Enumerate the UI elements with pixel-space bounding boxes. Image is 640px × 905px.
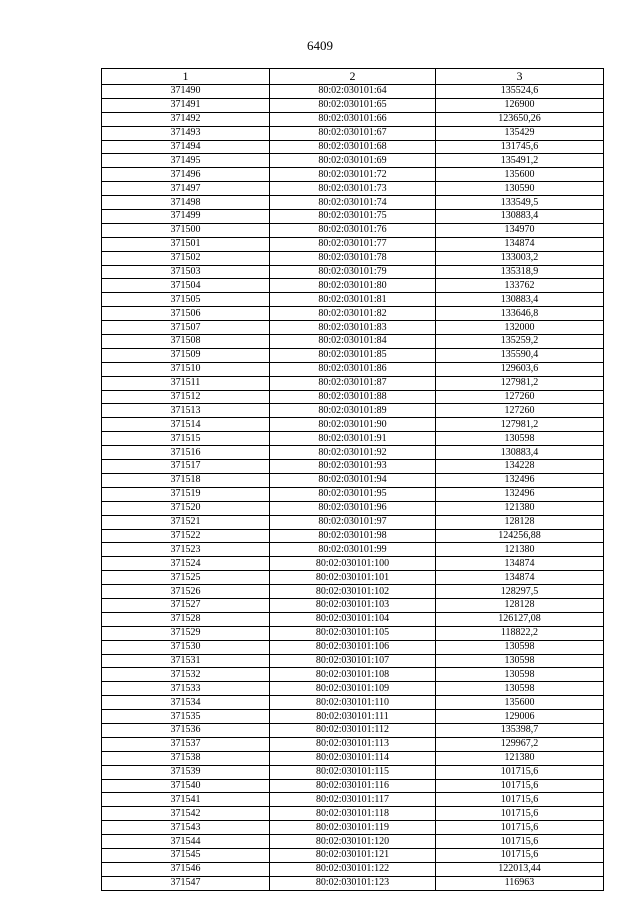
table-row <box>102 710 604 724</box>
cadastral-number-cell: 80:02:030101:116 <box>270 779 436 793</box>
value-cell: 134874 <box>436 237 604 251</box>
value-cell: 134874 <box>436 557 604 571</box>
record-number-cell: 371539 <box>102 765 270 779</box>
header-row <box>102 69 604 85</box>
record-number-cell: 371531 <box>102 654 270 668</box>
cadastral-number-cell: 80:02:030101:108 <box>270 668 436 682</box>
record-number-cell: 371522 <box>102 529 270 543</box>
record-number-cell: 371511 <box>102 376 270 390</box>
record-number-cell: 371490 <box>102 85 270 99</box>
table-row <box>102 487 604 501</box>
table-row <box>102 335 604 349</box>
record-number-cell: 371542 <box>102 807 270 821</box>
record-number-cell: 371504 <box>102 279 270 293</box>
value-cell: 101715,6 <box>436 821 604 835</box>
cadastral-number-cell: 80:02:030101:112 <box>270 723 436 737</box>
value-cell: 127981,2 <box>436 376 604 390</box>
record-number-cell: 371524 <box>102 557 270 571</box>
table-row <box>102 682 604 696</box>
cadastral-number-cell: 80:02:030101:79 <box>270 265 436 279</box>
table-row <box>102 807 604 821</box>
table-row <box>102 376 604 390</box>
cadastral-number-cell: 80:02:030101:81 <box>270 293 436 307</box>
cadastral-number-cell: 80:02:030101:109 <box>270 682 436 696</box>
record-number-cell: 371508 <box>102 335 270 349</box>
value-cell: 101715,6 <box>436 765 604 779</box>
record-number-cell: 371501 <box>102 237 270 251</box>
record-number-cell: 371543 <box>102 821 270 835</box>
value-cell: 127260 <box>436 390 604 404</box>
cadastral-number-cell: 80:02:030101:64 <box>270 85 436 99</box>
cadastral-number-cell: 80:02:030101:99 <box>270 543 436 557</box>
column-header-2: 2 <box>270 69 436 85</box>
record-number-cell: 371541 <box>102 793 270 807</box>
record-number-cell: 371537 <box>102 737 270 751</box>
record-number-cell: 371520 <box>102 501 270 515</box>
record-number-cell: 371503 <box>102 265 270 279</box>
value-cell: 130883,4 <box>436 293 604 307</box>
record-number-cell: 371494 <box>102 140 270 154</box>
table-row <box>102 154 604 168</box>
table-row <box>102 821 604 835</box>
value-cell: 121380 <box>436 501 604 515</box>
value-cell: 101715,6 <box>436 835 604 849</box>
cadastral-number-cell: 80:02:030101:92 <box>270 446 436 460</box>
value-cell: 134874 <box>436 571 604 585</box>
table-row <box>102 182 604 196</box>
table-row <box>102 390 604 404</box>
value-cell: 121380 <box>436 751 604 765</box>
cadastral-number-cell: 80:02:030101:87 <box>270 376 436 390</box>
table-row <box>102 210 604 224</box>
cadastral-number-cell: 80:02:030101:117 <box>270 793 436 807</box>
cadastral-number-cell: 80:02:030101:93 <box>270 460 436 474</box>
record-number-cell: 371493 <box>102 126 270 140</box>
table-row <box>102 779 604 793</box>
record-number-cell: 371544 <box>102 835 270 849</box>
value-cell: 130598 <box>436 640 604 654</box>
record-number-cell: 371491 <box>102 98 270 112</box>
cadastral-number-cell: 80:02:030101:76 <box>270 223 436 237</box>
cadastral-number-cell: 80:02:030101:91 <box>270 432 436 446</box>
cadastral-number-cell: 80:02:030101:119 <box>270 821 436 835</box>
cadastral-number-cell: 80:02:030101:100 <box>270 557 436 571</box>
value-cell: 135318,9 <box>436 265 604 279</box>
record-number-cell: 371527 <box>102 598 270 612</box>
value-cell: 101715,6 <box>436 779 604 793</box>
table-header <box>102 69 604 85</box>
record-number-cell: 371512 <box>102 390 270 404</box>
record-number-cell: 371518 <box>102 473 270 487</box>
table-row <box>102 668 604 682</box>
record-number-cell: 371534 <box>102 696 270 710</box>
cadastral-number-cell: 80:02:030101:83 <box>270 321 436 335</box>
cadastral-number-cell: 80:02:030101:96 <box>270 501 436 515</box>
record-number-cell: 371492 <box>102 112 270 126</box>
cadastral-number-cell: 80:02:030101:114 <box>270 751 436 765</box>
table-row <box>102 793 604 807</box>
cadastral-number-cell: 80:02:030101:74 <box>270 196 436 210</box>
table-row <box>102 723 604 737</box>
value-cell: 101715,6 <box>436 848 604 862</box>
cadastral-number-cell: 80:02:030101:101 <box>270 571 436 585</box>
table-row <box>102 251 604 265</box>
table-row <box>102 529 604 543</box>
value-cell: 135491,2 <box>436 154 604 168</box>
table-row <box>102 598 604 612</box>
record-number-cell: 371509 <box>102 348 270 362</box>
value-cell: 135600 <box>436 168 604 182</box>
record-number-cell: 371505 <box>102 293 270 307</box>
table-row <box>102 307 604 321</box>
value-cell: 128128 <box>436 515 604 529</box>
column-header-3: 3 <box>436 69 604 85</box>
record-number-cell: 371525 <box>102 571 270 585</box>
record-number-cell: 371528 <box>102 612 270 626</box>
table-row <box>102 501 604 515</box>
table-row <box>102 862 604 876</box>
table-row <box>102 196 604 210</box>
cadastral-number-cell: 80:02:030101:120 <box>270 835 436 849</box>
cadastral-number-cell: 80:02:030101:80 <box>270 279 436 293</box>
value-cell: 135259,2 <box>436 335 604 349</box>
table-row <box>102 348 604 362</box>
value-cell: 130883,4 <box>436 210 604 224</box>
cadastral-number-cell: 80:02:030101:88 <box>270 390 436 404</box>
table-row <box>102 418 604 432</box>
value-cell: 116963 <box>436 876 604 890</box>
value-cell: 129006 <box>436 710 604 724</box>
table-row <box>102 126 604 140</box>
cadastral-number-cell: 80:02:030101:110 <box>270 696 436 710</box>
value-cell: 131745,6 <box>436 140 604 154</box>
value-cell: 130598 <box>436 654 604 668</box>
value-cell: 133003,2 <box>436 251 604 265</box>
table-row <box>102 835 604 849</box>
cadastral-number-cell: 80:02:030101:118 <box>270 807 436 821</box>
cadastral-number-cell: 80:02:030101:94 <box>270 473 436 487</box>
cadastral-number-cell: 80:02:030101:115 <box>270 765 436 779</box>
table-row <box>102 223 604 237</box>
value-cell: 127981,2 <box>436 418 604 432</box>
table-body <box>102 85 604 891</box>
value-cell: 133646,8 <box>436 307 604 321</box>
record-number-cell: 371540 <box>102 779 270 793</box>
table-row <box>102 140 604 154</box>
value-cell: 127260 <box>436 404 604 418</box>
record-number-cell: 371497 <box>102 182 270 196</box>
data-table <box>101 68 604 891</box>
record-number-cell: 371498 <box>102 196 270 210</box>
record-number-cell: 371533 <box>102 682 270 696</box>
table-row <box>102 654 604 668</box>
table-row <box>102 751 604 765</box>
record-number-cell: 371529 <box>102 626 270 640</box>
table-row <box>102 557 604 571</box>
record-number-cell: 371530 <box>102 640 270 654</box>
value-cell: 132496 <box>436 487 604 501</box>
table-row <box>102 279 604 293</box>
record-number-cell: 371521 <box>102 515 270 529</box>
record-number-cell: 371515 <box>102 432 270 446</box>
record-number-cell: 371547 <box>102 876 270 890</box>
cadastral-number-cell: 80:02:030101:84 <box>270 335 436 349</box>
value-cell: 129603,6 <box>436 362 604 376</box>
cadastral-number-cell: 80:02:030101:82 <box>270 307 436 321</box>
record-number-cell: 371535 <box>102 710 270 724</box>
cadastral-number-cell: 80:02:030101:90 <box>270 418 436 432</box>
value-cell: 135398,7 <box>436 723 604 737</box>
cadastral-number-cell: 80:02:030101:86 <box>270 362 436 376</box>
table-row <box>102 293 604 307</box>
value-cell: 121380 <box>436 543 604 557</box>
cadastral-number-cell: 80:02:030101:68 <box>270 140 436 154</box>
record-number-cell: 371500 <box>102 223 270 237</box>
value-cell: 126900 <box>436 98 604 112</box>
table-row <box>102 696 604 710</box>
record-number-cell: 371496 <box>102 168 270 182</box>
cadastral-number-cell: 80:02:030101:104 <box>270 612 436 626</box>
value-cell: 124256,88 <box>436 529 604 543</box>
table-row <box>102 168 604 182</box>
record-number-cell: 371546 <box>102 862 270 876</box>
value-cell: 126127,08 <box>436 612 604 626</box>
value-cell: 128297,5 <box>436 585 604 599</box>
cadastral-number-cell: 80:02:030101:73 <box>270 182 436 196</box>
value-cell: 130598 <box>436 432 604 446</box>
table-row <box>102 321 604 335</box>
value-cell: 135600 <box>436 696 604 710</box>
record-number-cell: 371495 <box>102 154 270 168</box>
cadastral-number-cell: 80:02:030101:102 <box>270 585 436 599</box>
cadastral-number-cell: 80:02:030101:122 <box>270 862 436 876</box>
cadastral-number-cell: 80:02:030101:69 <box>270 154 436 168</box>
cadastral-number-cell: 80:02:030101:97 <box>270 515 436 529</box>
record-number-cell: 371510 <box>102 362 270 376</box>
value-cell: 130883,4 <box>436 446 604 460</box>
cadastral-number-cell: 80:02:030101:111 <box>270 710 436 724</box>
cadastral-number-cell: 80:02:030101:67 <box>270 126 436 140</box>
value-cell: 134228 <box>436 460 604 474</box>
table-row <box>102 640 604 654</box>
value-cell: 130598 <box>436 668 604 682</box>
cadastral-number-cell: 80:02:030101:121 <box>270 848 436 862</box>
cadastral-number-cell: 80:02:030101:106 <box>270 640 436 654</box>
table-row <box>102 765 604 779</box>
table-row <box>102 362 604 376</box>
record-number-cell: 371536 <box>102 723 270 737</box>
record-number-cell: 371532 <box>102 668 270 682</box>
record-number-cell: 371519 <box>102 487 270 501</box>
value-cell: 135429 <box>436 126 604 140</box>
table-row <box>102 237 604 251</box>
cadastral-number-cell: 80:02:030101:72 <box>270 168 436 182</box>
table-row <box>102 404 604 418</box>
table-row <box>102 112 604 126</box>
record-number-cell: 371506 <box>102 307 270 321</box>
table-row <box>102 876 604 890</box>
value-cell: 118822,2 <box>436 626 604 640</box>
column-header-1: 1 <box>102 69 270 85</box>
cadastral-number-cell: 80:02:030101:123 <box>270 876 436 890</box>
cadastral-number-cell: 80:02:030101:77 <box>270 237 436 251</box>
record-number-cell: 371516 <box>102 446 270 460</box>
value-cell: 133549,5 <box>436 196 604 210</box>
cadastral-number-cell: 80:02:030101:98 <box>270 529 436 543</box>
record-number-cell: 371514 <box>102 418 270 432</box>
value-cell: 135524,6 <box>436 85 604 99</box>
table-row <box>102 85 604 99</box>
record-number-cell: 371538 <box>102 751 270 765</box>
table-row <box>102 571 604 585</box>
record-number-cell: 371545 <box>102 848 270 862</box>
value-cell: 132000 <box>436 321 604 335</box>
table-row <box>102 460 604 474</box>
cadastral-number-cell: 80:02:030101:107 <box>270 654 436 668</box>
value-cell: 122013,44 <box>436 862 604 876</box>
value-cell: 101715,6 <box>436 807 604 821</box>
cadastral-number-cell: 80:02:030101:89 <box>270 404 436 418</box>
cadastral-number-cell: 80:02:030101:103 <box>270 598 436 612</box>
cadastral-number-cell: 80:02:030101:95 <box>270 487 436 501</box>
table-row <box>102 432 604 446</box>
record-number-cell: 371517 <box>102 460 270 474</box>
value-cell: 101715,6 <box>436 793 604 807</box>
value-cell: 128128 <box>436 598 604 612</box>
cadastral-number-cell: 80:02:030101:78 <box>270 251 436 265</box>
table-row <box>102 612 604 626</box>
table-row <box>102 543 604 557</box>
cadastral-number-cell: 80:02:030101:85 <box>270 348 436 362</box>
table-row <box>102 737 604 751</box>
cadastral-number-cell: 80:02:030101:75 <box>270 210 436 224</box>
value-cell: 129967,2 <box>436 737 604 751</box>
cadastral-number-cell: 80:02:030101:65 <box>270 98 436 112</box>
value-cell: 123650,26 <box>436 112 604 126</box>
record-number-cell: 371526 <box>102 585 270 599</box>
value-cell: 132496 <box>436 473 604 487</box>
table-row <box>102 848 604 862</box>
table-row <box>102 626 604 640</box>
value-cell: 134970 <box>436 223 604 237</box>
table-row <box>102 515 604 529</box>
record-number-cell: 371523 <box>102 543 270 557</box>
cadastral-number-cell: 80:02:030101:105 <box>270 626 436 640</box>
table-row <box>102 446 604 460</box>
value-cell: 135590,4 <box>436 348 604 362</box>
record-number-cell: 371507 <box>102 321 270 335</box>
value-cell: 130590 <box>436 182 604 196</box>
table-row <box>102 265 604 279</box>
record-number-cell: 371499 <box>102 210 270 224</box>
page-number: 6409 <box>307 38 333 53</box>
table-row <box>102 473 604 487</box>
record-number-cell: 371502 <box>102 251 270 265</box>
table-row <box>102 98 604 112</box>
table-row <box>102 585 604 599</box>
value-cell: 130598 <box>436 682 604 696</box>
record-number-cell: 371513 <box>102 404 270 418</box>
cadastral-number-cell: 80:02:030101:66 <box>270 112 436 126</box>
value-cell: 133762 <box>436 279 604 293</box>
cadastral-number-cell: 80:02:030101:113 <box>270 737 436 751</box>
